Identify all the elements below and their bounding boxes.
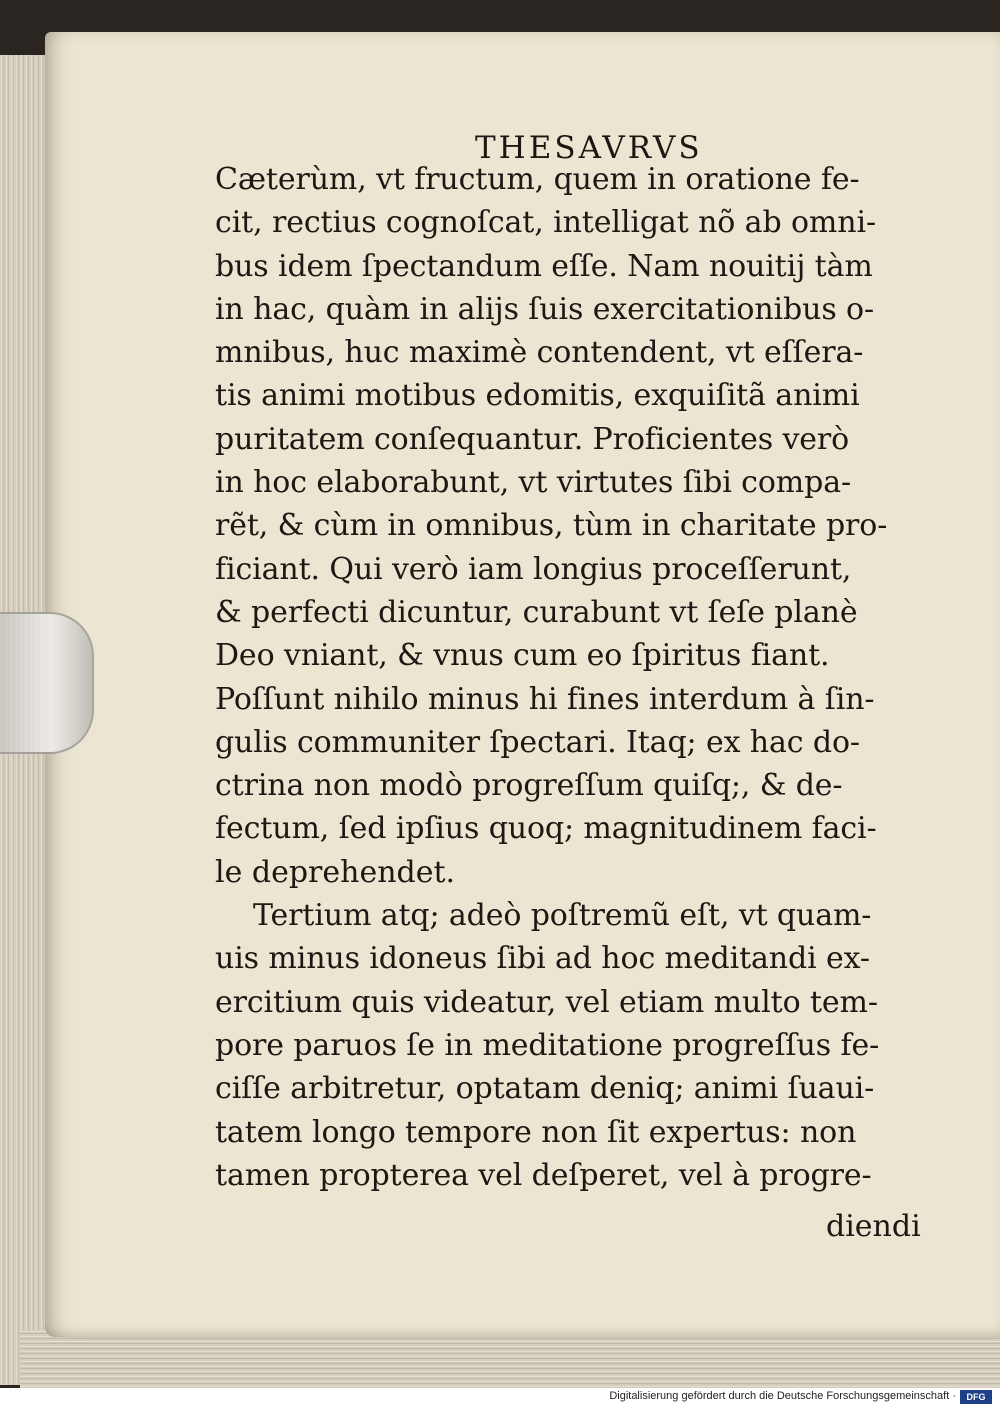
text-line: rẽt, & cùm in omnibus, tùm in charitate pro- [215,508,888,544]
body-text [215,158,955,1197]
text-line: ciſſe arbitretur, optatam deniq; animi ſuaui- [215,1071,875,1107]
dfg-logo-icon: DFG [960,1390,992,1404]
page-edges-bottom [20,1330,1000,1388]
text-line: pore paruos ſe in meditatione progreſſus fe- [215,1027,880,1063]
funding-note: Digitalisierung gefördert durch die Deutsche Forschungsgemeinschaft · [609,1390,956,1402]
footer-bar [0,1388,1000,1407]
text-line: cit, rectius cognoſcat, intelligat nõ ab omni- [215,205,876,241]
text-line: ficiant. Qui verò iam longius proceſſerunt, [215,551,852,587]
text-line: gulis communiter ſpectari. Itaq; ex hac do- [215,724,860,760]
text-line: tamen propterea vel deſperet, vel à progre- [215,1157,872,1193]
text-line: bus idem ſpectandum eſſe. Nam nouitij tàm [215,248,873,284]
catchword: diendi [826,1209,921,1244]
text-line: Tertium atq; adeò poſtremũ eſt, vt quam- [253,898,872,934]
text-line: tis animi motibus edomitis, exquiſitã animi [215,378,860,414]
text-line: le deprehendet. [215,854,456,890]
text-line: Poſſunt nihilo minus hi fines interdum à ſin- [215,681,875,717]
text-line: in hoc elaborabunt, vt virtutes ſibi compa- [215,465,851,501]
text-line: mnibus, huc maximè contendent, vt eſſera- [215,335,864,371]
text-line: ctrina non modò progreſſum quiſq;, & de- [215,768,843,804]
text-line: puritatem conſequantur. Proficientes verò [215,421,850,457]
text-line: tatem longo tempore non ſit expertus: non [215,1114,857,1150]
text-line: uis minus idoneus ſibi ad hoc meditandi ex- [215,941,870,977]
running-header: THESAVRVS [475,130,703,166]
text-line: fectum, ſed ipſius quoq; magnitudinem faci- [215,811,877,847]
text-line: ercitium quis videatur, vel etiam multo tem- [215,984,878,1020]
text-line: in hac, quàm in alijs ſuis exercitationibus o- [215,291,875,327]
page-clip [0,612,94,754]
text-line: Deo vniant, & vnus cum eo ſpiritus fiant. [215,638,830,674]
text-line: & perfecti dicuntur, curabunt vt ſeſe planè [215,594,858,630]
text-line: Cæterùm, vt fructum, quem in oratione fe- [215,162,860,197]
